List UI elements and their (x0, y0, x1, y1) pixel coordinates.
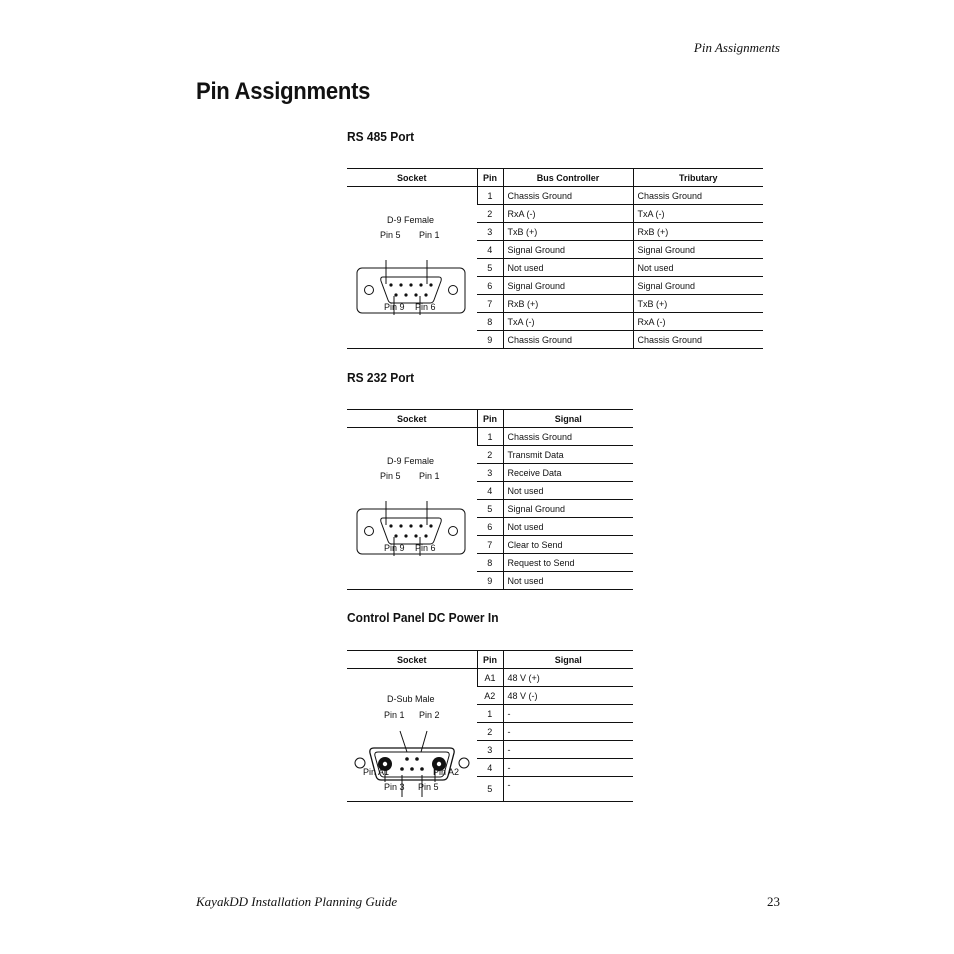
tributary-signal: TxA (-) (633, 205, 763, 223)
pin-number: 1 (477, 705, 503, 723)
tributary-signal: Chassis Ground (633, 331, 763, 349)
signal-name: Chassis Ground (503, 428, 633, 446)
signal-name: Transmit Data (503, 446, 633, 464)
socket-cell (347, 669, 477, 802)
pin-label: Pin 9 (384, 542, 405, 553)
bus-controller-signal: TxB (+) (503, 223, 633, 241)
pin-number: 3 (477, 464, 503, 482)
pin-number: 2 (477, 446, 503, 464)
pin-number: A1 (477, 669, 503, 687)
pin-label: Pin 1 (419, 229, 440, 240)
bus-controller-signal: Not used (503, 259, 633, 277)
rs232-heading: RS 232 Port (347, 370, 415, 385)
rs232-table (347, 409, 633, 590)
running-head: Pin Assignments (693, 40, 780, 55)
pin-number: 9 (477, 331, 503, 349)
signal-name: Clear to Send (503, 536, 633, 554)
signal-name: Not used (503, 518, 633, 536)
pin-number: 3 (477, 741, 503, 759)
signal-name: - (503, 723, 633, 741)
page-title: Pin Assignments (196, 78, 371, 105)
bus-controller-signal: TxA (-) (503, 313, 633, 331)
connector-type-label: D-9 Female (387, 214, 435, 225)
column-header-socket: Socket (347, 651, 477, 669)
pin-number: 3 (477, 223, 503, 241)
dsub-male-connector-icon (347, 670, 477, 800)
pin-label: Pin 5 (380, 470, 401, 481)
pin-number: 4 (477, 759, 503, 777)
pin-number: 5 (477, 500, 503, 518)
column-header-pin: Pin (477, 169, 503, 187)
column-header-socket: Socket (347, 410, 477, 428)
signal-name: - (503, 741, 633, 759)
pin-label: Pin A1 (363, 767, 390, 777)
bus-controller-signal: Chassis Ground (503, 187, 633, 205)
column-header-signal: Signal (503, 651, 633, 669)
column-header-bus-controller: Bus Controller (503, 169, 633, 187)
tributary-signal: Signal Ground (633, 241, 763, 259)
signal-name: Not used (503, 482, 633, 500)
pin-number: 2 (477, 723, 503, 741)
connector-type-label: D-Sub Male (387, 694, 435, 704)
pin-label: Pin 5 (418, 782, 439, 792)
column-header-pin: Pin (477, 410, 503, 428)
socket-cell (347, 187, 477, 349)
footer-document-title: KayakDD Installation Planning Guide (196, 894, 398, 909)
signal-name: - (503, 759, 633, 777)
rs485-heading: RS 485 Port (347, 129, 415, 144)
signal-name: Request to Send (503, 554, 633, 572)
tributary-signal: Chassis Ground (633, 187, 763, 205)
pin-number: 6 (477, 277, 503, 295)
bus-controller-signal: Chassis Ground (503, 331, 633, 349)
pin-number: 7 (477, 536, 503, 554)
pin-number: 5 (477, 777, 503, 802)
socket-cell (347, 428, 477, 590)
d9-connector-diagram (347, 193, 477, 343)
pin-number: 7 (477, 295, 503, 313)
signal-name: Not used (503, 572, 633, 590)
pin-number: 8 (477, 313, 503, 331)
column-header-socket: Socket (347, 169, 477, 187)
signal-name: - (503, 777, 633, 802)
pin-number: 8 (477, 554, 503, 572)
bus-controller-signal: Signal Ground (503, 241, 633, 259)
bus-controller-signal: Signal Ground (503, 277, 633, 295)
pin-number: A2 (477, 687, 503, 705)
pin-label: Pin 5 (380, 229, 401, 240)
pin-number: 2 (477, 205, 503, 223)
tributary-signal: Signal Ground (633, 277, 763, 295)
pin-label: Pin A2 (433, 767, 460, 777)
footer-page-number: 23 (767, 894, 780, 909)
table-row (347, 187, 763, 205)
column-header-signal: Signal (503, 410, 633, 428)
pin-number: 5 (477, 259, 503, 277)
pin-number: 1 (477, 187, 503, 205)
column-header-pin: Pin (477, 651, 503, 669)
bus-controller-signal: RxB (+) (503, 295, 633, 313)
tributary-signal: RxB (+) (633, 223, 763, 241)
signal-name: 48 V (+) (503, 669, 633, 687)
tributary-signal: TxB (+) (633, 295, 763, 313)
tributary-signal: Not used (633, 259, 763, 277)
d9-connector-diagram (347, 434, 477, 584)
pin-number: 4 (477, 241, 503, 259)
pin-label: Pin 2 (419, 710, 440, 720)
signal-name: 48 V (-) (503, 687, 633, 705)
connector-type-label: D-9 Female (387, 455, 435, 466)
pin-number: 9 (477, 572, 503, 590)
signal-name: Signal Ground (503, 500, 633, 518)
pin-number: 4 (477, 482, 503, 500)
table-row (347, 669, 633, 687)
pin-label: Pin 6 (415, 301, 436, 312)
pin-label: Pin 1 (419, 470, 440, 481)
pin-label: Pin 9 (384, 301, 405, 312)
dsub-connector-diagram (347, 670, 477, 800)
column-header-tributary: Tributary (633, 169, 763, 187)
dc-power-heading: Control Panel DC Power In (347, 610, 499, 625)
pin-label: Pin 1 (384, 710, 405, 720)
table-row (347, 428, 633, 446)
tributary-signal: RxA (-) (633, 313, 763, 331)
rs485-table (347, 168, 763, 349)
dc-power-table (347, 650, 633, 802)
signal-name: - (503, 705, 633, 723)
pin-label: Pin 6 (415, 542, 436, 553)
signal-name: Receive Data (503, 464, 633, 482)
pin-number: 6 (477, 518, 503, 536)
pin-number: 1 (477, 428, 503, 446)
pin-label: Pin 3 (384, 782, 405, 792)
bus-controller-signal: RxA (-) (503, 205, 633, 223)
